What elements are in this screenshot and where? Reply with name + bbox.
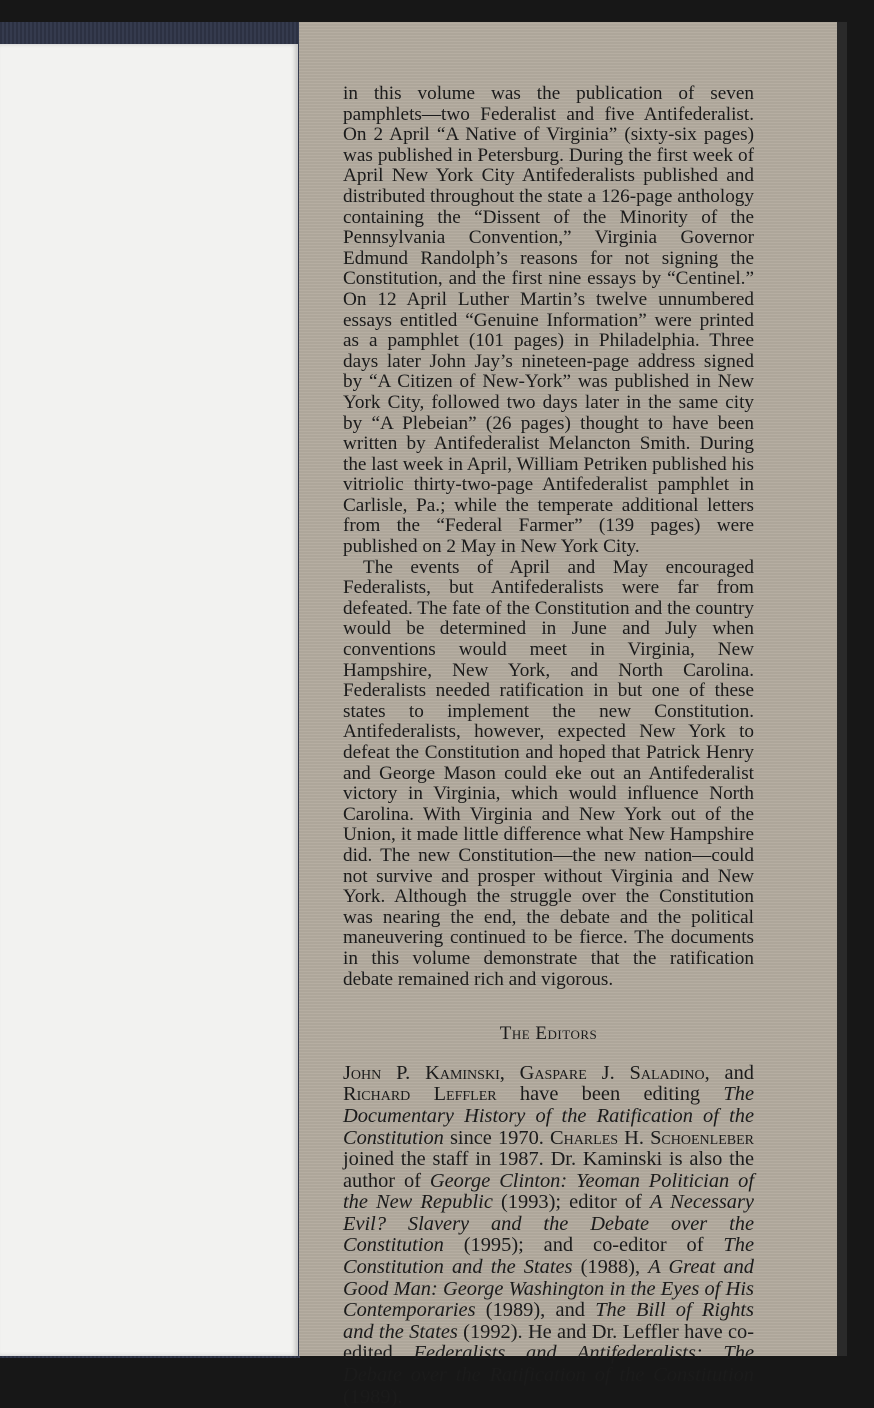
flap-text [343, 84, 754, 1408]
book-title: Federalists and Antifederalists: The Debate over the Ratification of the Constitution [343, 1342, 754, 1387]
book-title: The Constitution and the States [343, 1234, 754, 1279]
paragraph-events: The events of April and May encouraged Federalists, but Antifederalists were far from defeated. The fate of the Constitution and the country would be determined in June and July when conventions would meet in Virginia, New Hampshire, New York, and North Carolina. Federalists needed ratification in but one of these states to implement the new Constitution. Antifederalists, however, expected New York to defeat the Constitution and hoped that Patrick Henry and George Mason could eke out an Antifederalist victory in Virginia, which would influence North Carolina. With Virginia and New York out of the Union, it made little difference what New Hampshire did. The new Constitution—the new nation—could not survive and prosper without Virginia and New York. Although the struggle over the Constitution was nearing the end, the debate and the political maneuvering continued to be fierce. The documents in this volume demonstrate that the ratification debate remained rich and vigorous. [343, 556, 754, 990]
book-page-edge [0, 44, 298, 1356]
editor-name: Gaspare J. Saladino [519, 1061, 705, 1084]
section-heading-editors: The Editors [499, 1023, 598, 1045]
book-title: The Documentary History of the Ratification of the Constitution [343, 1083, 754, 1149]
paragraph-pamphlets: in this volume was the publication of seven pamphlets—two Federalist and five Antifederalist. On 2 April “A Native of Virginia” (sixty-six pages) was published in Petersburg. During the first week of April New York City Antifederalists published and distributed throughout the state a 126-page anthology containing the “Dissent of the Minority of the Pennsylvania Convention,” Virginia Governor Edmund Randolph’s reasons for not signing the Constitution, and the first nine essays by “Centinel.” On 12 April Luther Martin’s twelve unnumbered essays entitled “Genuine Information” were printed as a pamphlet (101 pages) in Philadelphia. Three days later John Jay’s nineteen-page address signed by “A Citizen of New-York” was published in New York City, followed two days later in the same city by “A Plebeian” (26 pages) thought to have been written by Antifederalist Melancton Smith. During the last week in April, William Petriken published his vitriolic thirty-two-page Antifederalist pamphlet in Carlisle, Pa.; while the temperate additional letters from the “Federal Farmer” (139 pages) were published on 2 May in New York City. [343, 83, 754, 558]
paragraph-editors-bio: John P. Kaminski, Gaspare J. Saladino, and Richard Leffler have been editing The Documentary History of the Ratification of the Constitution since 1970. Charles H. Schoenleber joined the staff in 1987. Dr. Kaminski is also the author of George Clinton: Yeoman Politician of the New Republic (1993); editor of A Necessary Evil? Slavery and the Debate over the Constitution (1995); and co-editor of The Constitution and the States (1988), A Great and Good Man: George Washington in the Eyes of His Contemporaries (1989), and The Bill of Rights and the States (1992). He and Dr. Leffler have co-edited Federalists and Antifederalists: The Debate over the Ratification of the Constitution (1989). [343, 1061, 754, 1408]
flap-edge [837, 22, 847, 1356]
book-title: The Bill of Rights and the States [343, 1299, 754, 1343]
book-title: George Clinton: Yeoman Politician of the New Republic [343, 1169, 754, 1214]
book-title: A Great and Good Man: George Washington in the Eyes of His Contemporaries [343, 1256, 754, 1322]
book-title: A Necessary Evil? Slavery and the Debate over the Constitution [343, 1191, 754, 1257]
editor-name: John P. Kaminski [343, 1061, 500, 1084]
editor-name: Charles H. Schoenleber [549, 1126, 754, 1149]
editor-name: Richard Leffler [343, 1083, 497, 1106]
